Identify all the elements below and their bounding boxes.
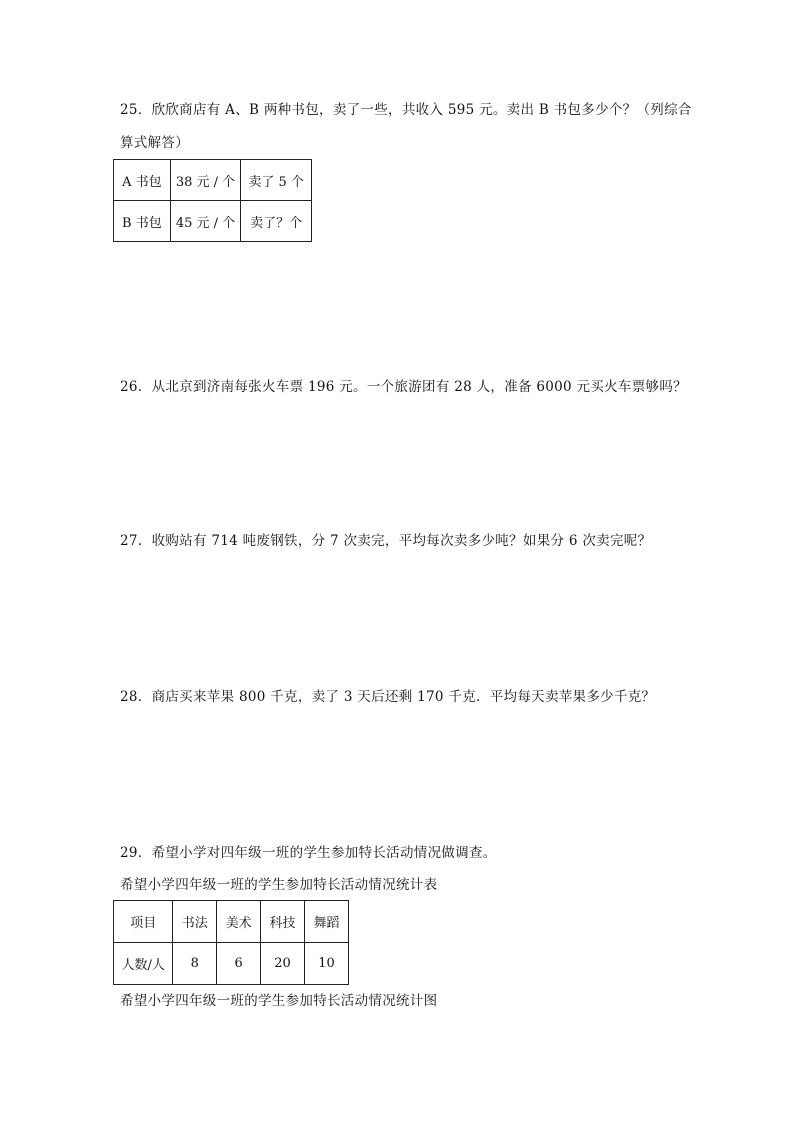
q25-text-line1: 25．欣欣商店有 A、B 两种书包，卖了一些，共收入 595 元。卖出 B 书包多少个？（列综合	[120, 102, 692, 118]
table-row	[114, 160, 312, 201]
table-cell: A 书包	[114, 160, 171, 201]
q26-text: 26．从北京到济南每张火车票 196 元。一个旅游团有 28 人，准备 6000 元买火车票够吗？	[120, 379, 687, 395]
table-cell: 6	[217, 943, 261, 985]
table-cell: 8	[173, 943, 217, 985]
table-cell: 卖了？个	[241, 201, 312, 242]
q25-text-line2: 算式解答）	[120, 135, 189, 151]
table-cell: 美术	[217, 901, 261, 943]
q27-text: 27．收购站有 714 吨废钢铁，分 7 次卖完，平均每次卖多少吨？如果分 6 次卖完呢？	[120, 533, 652, 549]
table-cell: 卖了 5 个	[241, 160, 312, 201]
table-cell: 10	[305, 943, 349, 985]
q28-text: 28．商店买来苹果 800 千克，卖了 3 天后还剩 170 千克．平均每天卖苹果多少千克？	[120, 689, 656, 705]
table-cell: 舞蹈	[305, 901, 349, 943]
table-row	[114, 201, 312, 242]
table-cell: 20	[261, 943, 305, 985]
table-cell: B 书包	[114, 201, 171, 242]
table-cell: 45 元 / 个	[170, 201, 240, 242]
table-cell: 书法	[173, 901, 217, 943]
q29-stat-table	[113, 900, 349, 985]
q29-chart-title: 希望小学四年级一班的学生参加特长活动情况统计图	[120, 993, 438, 1009]
table-cell: 科技	[261, 901, 305, 943]
table-cell: 项目	[114, 901, 173, 943]
q29-table-title: 希望小学四年级一班的学生参加特长活动情况统计表	[120, 877, 438, 893]
table-row	[114, 943, 349, 985]
table-row	[114, 901, 349, 943]
q29-text: 29．希望小学对四年级一班的学生参加特长活动情况做调查。	[120, 845, 497, 861]
table-cell: 38 元 / 个	[170, 160, 240, 201]
table-cell: 人数/人	[114, 943, 173, 985]
q25-price-table	[113, 159, 312, 242]
